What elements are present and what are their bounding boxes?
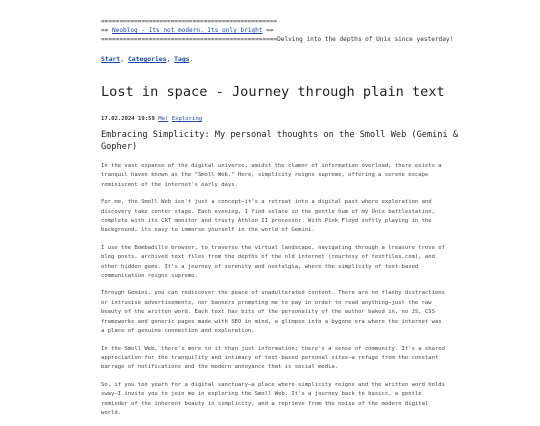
post-meta bbox=[101, 116, 202, 122]
nav-end: . bbox=[189, 55, 194, 63]
paragraph: For me, the Smoll Web isn't just a concept—it's a retreat into a digital past where exploration and discovery take center stage. Each evening, I find solace in the gentle hum of my Unix battlestation, complete with its CRT monitor and trusty Athlon II processor. With Pink Floyd softly playing in the background, its easy to immerse yourself in the world of Gemini. bbox=[101, 199, 435, 234]
nav-separator: , bbox=[166, 55, 175, 63]
paragraph: So, if you too yearn for a digital sanctuary—a place where simplicity reigns and the written word holds sway—I invite you to join me in exploring the Smoll Web. It's a journey back to basics, a gentle reminder of the inherent beauty in simplicity, and a reprieve from the noise of the modern digital world. bbox=[101, 381, 445, 416]
nav-tags-link[interactable]: Tags bbox=[174, 55, 190, 63]
site-banner bbox=[101, 17, 453, 44]
banner-suffix: == bbox=[262, 27, 274, 34]
paragraph: In the vast expanse of the digital universe, amidst the clamor of information overload, there exists a tranquil haven known as the "Smoll Web." Here, simplicity reigns supreme, offering a serene escape reminiscent of the internet's early days. bbox=[101, 163, 442, 188]
banner-rule-bottom: ================================================ bbox=[101, 36, 278, 43]
paragraph: I use the Bombadillo browser, to traverse the virtual landscape, navigating through a treasure trove of blog posts, archived text files from the depths of the old internet (courtesy of textfiles.com), and other hidden gems. It's a journey of serenity and nostalgia, where the simplicity of text-based communication reigns supreme. bbox=[101, 244, 445, 280]
post-body bbox=[101, 162, 446, 426]
post-heading: Embracing Simplicity: My personal thoughts on the Smoll Web (Gemini & Gopher) bbox=[101, 130, 458, 152]
main-nav bbox=[101, 55, 193, 63]
paragraph: Through Gemini, you can rediscover the peace of unadulterated content. There are no flashy distractions or intrusive advertisements, nor banners prompting me to pay in order to read anything—just the raw beauty of the written word. Each text has bits of the personality of the author baked in, no JS, CSS frameworks and generic pages made with SEO in mind, a glimpse into a bygone era where the internet was a place of genuine connection and exploration. bbox=[101, 290, 445, 335]
banner-rule-top: ================================================ bbox=[101, 18, 278, 25]
site-title-link[interactable]: Neoblog - Its not modern. Its only bright bbox=[112, 27, 263, 34]
nav-start-link[interactable]: Start bbox=[101, 55, 121, 63]
paragraph: In the Smoll Web, there's more to it than just information; there's a sense of community. It's a shared appreciation for the tranquility and intimacy of text-based personal sites—a refuge from the constant barrage of notifications and the modern annoyance that is social media. bbox=[101, 345, 445, 371]
category-link[interactable]: Exploring bbox=[171, 116, 203, 122]
nav-separator: , bbox=[120, 55, 128, 63]
nav-categories-link[interactable]: Categories bbox=[127, 55, 167, 63]
post-title: Lost in space - Journey through plain text bbox=[101, 84, 445, 100]
banner-prefix: == bbox=[101, 27, 113, 34]
site-tagline: Delving into the depths of Unix since yesterday! bbox=[277, 36, 454, 43]
post-date: 17.02.2024 19:59 bbox=[101, 116, 155, 122]
author-link[interactable]: Me! bbox=[158, 116, 169, 122]
